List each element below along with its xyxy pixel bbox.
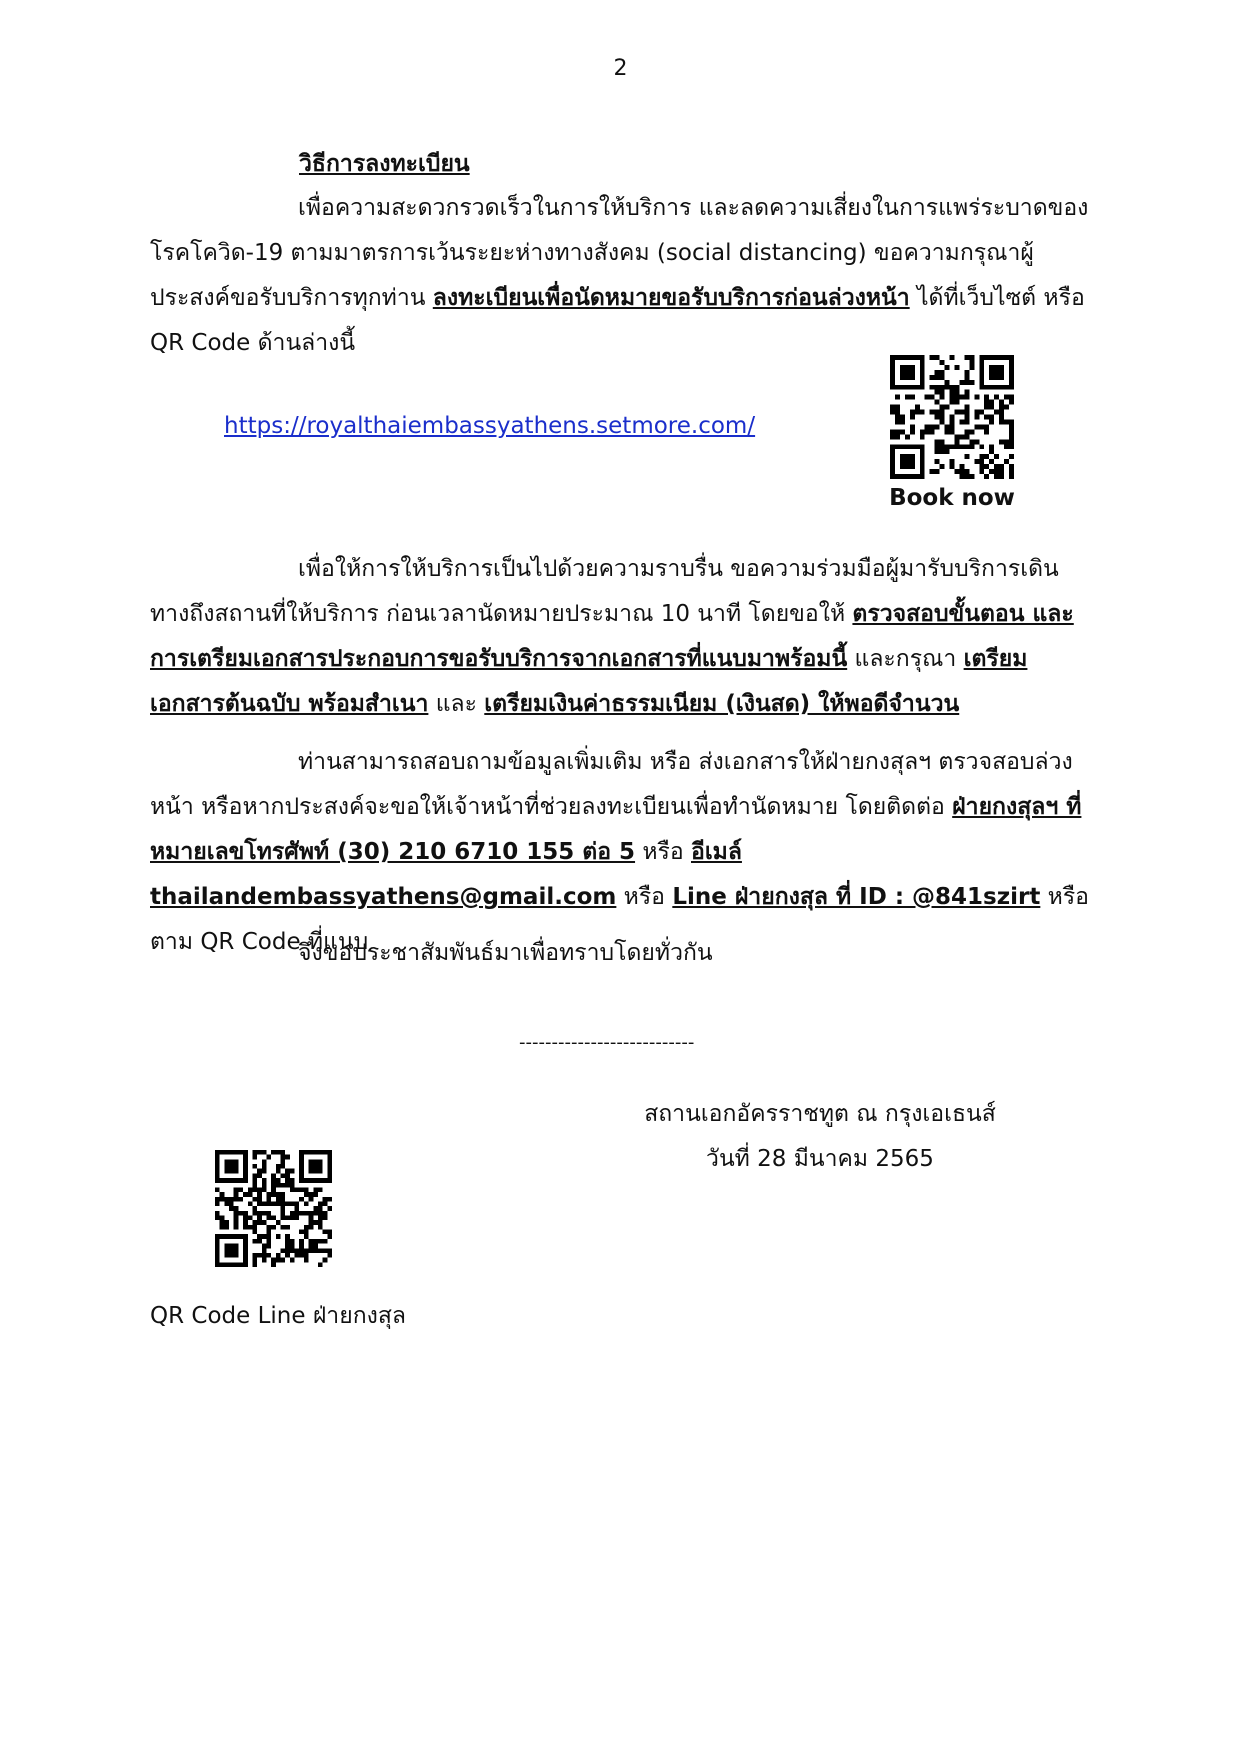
emphasis-text: เตรียมเอกสารต้นฉบับ พร้อมสำเนา	[150, 646, 1028, 717]
paragraph-text: และ	[428, 691, 485, 717]
registration-paragraph	[150, 186, 1092, 366]
paragraph-text: จึงขอประชาสัมพันธ์มาเพื่อทราบโดยทั่วกัน	[298, 940, 713, 966]
book-now-label: Book now	[889, 485, 1015, 511]
booking-qr-code	[890, 355, 1014, 479]
paragraph-text: ได้ที่เว็บไซต์ หรือ QR Code ด้านล่างนี้	[150, 285, 1085, 356]
emphasis-text: ตรวจสอบขั้นตอน และการเตรียมเอกสารประกอบการขอรับบริการจากเอกสารที่แนบมาพร้อมนี้	[150, 601, 1074, 672]
paragraph-text: หรือ	[635, 839, 691, 865]
email-contact: อีเมล์ thailandembassyathens@gmail.com	[150, 839, 742, 910]
paragraph-text: หรือ ตาม QR Code ที่แนบ	[150, 884, 1089, 955]
booking-link[interactable]: https://royalthaiembassyathens.setmore.com/	[224, 413, 756, 439]
paragraph-text: หรือ	[616, 884, 673, 910]
line-qr-code	[215, 1150, 332, 1267]
paragraph-text: เพื่อความสะดวกรวดเร็วในการให้บริการ และลดความเสี่ยงในการแพร่ระบาดของโรคโควิด-19 ตามมาตรการเว้นระยะห่างทางสังคม (social distancing) ขอความกรุณาผู้ประสงค์ขอรับบริการทุกท่าน	[150, 195, 1089, 311]
page-number: 2	[613, 56, 628, 81]
divider-line: ---------------------------	[519, 1032, 695, 1053]
section-heading: วิธีการลงทะเบียน	[299, 151, 470, 177]
paragraph-text: และกรุณา	[847, 646, 964, 672]
signature-block	[620, 1092, 1020, 1182]
emphasis-text: เตรียมเงินค่าธรรมเนียม (เงินสด) ให้พอดีจำนวน	[484, 691, 960, 717]
paragraph-text: เพื่อให้การให้บริการเป็นไปด้วยความราบรื่น ขอความร่วมมือผู้มารับบริการเดินทางถึงสถานที่ให้บริการ ก่อนเวลานัดหมายประมาณ 10 นาที โดยขอให้	[150, 556, 1059, 627]
line-contact: Line ฝ่ายกงสุล ที่ ID : @841szirt	[672, 884, 1041, 910]
paragraph-text: ท่านสามารถสอบถามข้อมูลเพิ่มเติม หรือ ส่งเอกสารให้ฝ่ายกงสุลฯ ตรวจสอบล่วงหน้า หรือหากประสงค์จะขอให้เจ้าหน้าที่ช่วยลงทะเบียนเพื่อทำนัดหมาย โดยติดต่อ	[150, 749, 1073, 820]
closing-paragraph	[150, 931, 1092, 976]
embassy-name: สถานเอกอัครราชทูต ณ กรุงเอเธนส์	[644, 1101, 996, 1127]
emphasis-text: ลงทะเบียนเพื่อนัดหมายขอรับบริการก่อนล่วงหน้า	[432, 285, 910, 311]
line-qr-caption: QR Code Line ฝ่ายกงสุล	[150, 1303, 406, 1329]
preparation-paragraph	[150, 547, 1092, 727]
document-date: วันที่ 28 มีนาคม 2565	[706, 1146, 934, 1172]
phone-contact: ฝ่ายกงสุลฯ ที่หมายเลขโทรศัพท์ (30) 210 6710 155 ต่อ 5	[150, 794, 1082, 865]
